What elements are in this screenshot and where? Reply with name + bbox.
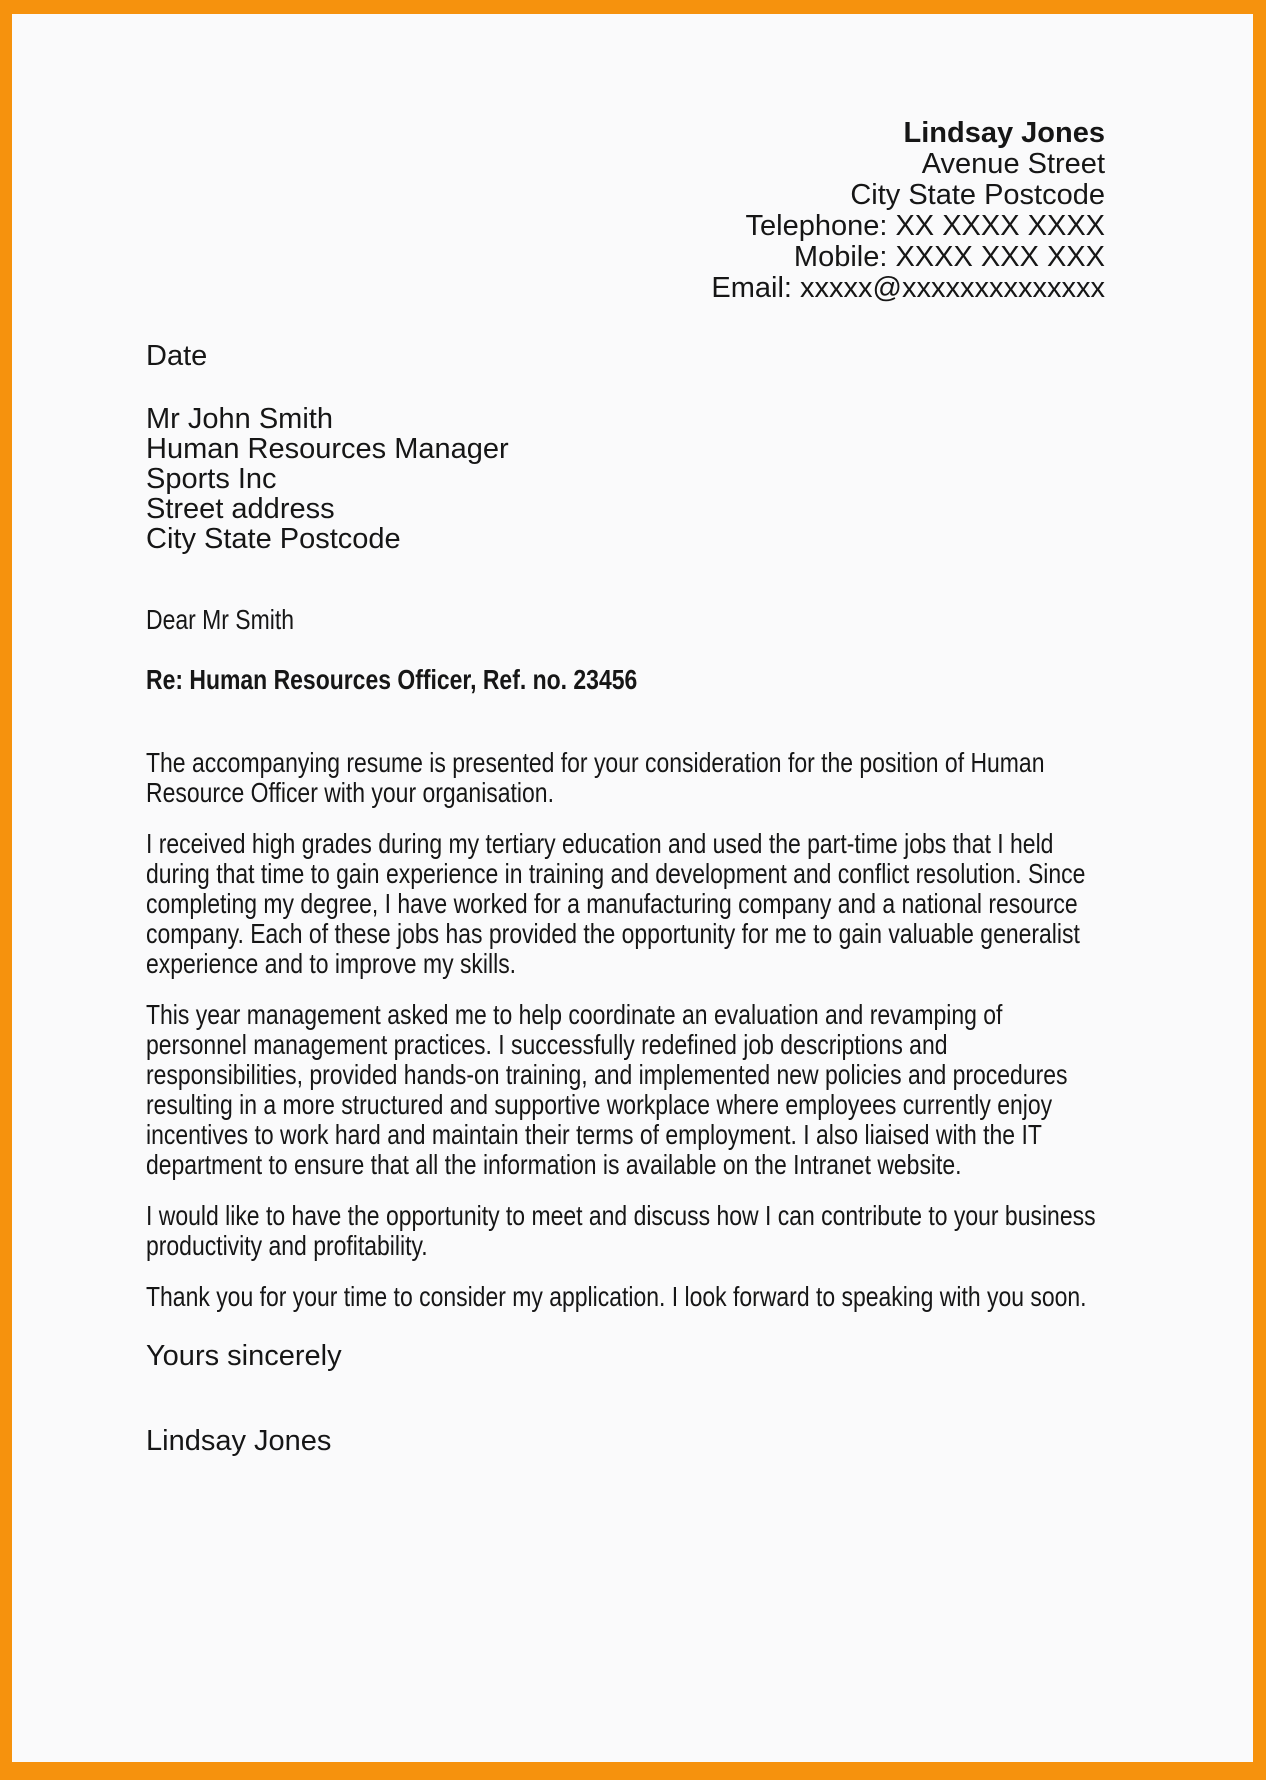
letter-body (146, 748, 1105, 1312)
sender-block (146, 118, 1105, 304)
closing-line: Yours sincerely (146, 1340, 342, 1372)
body-paragraph: I would like to have the opportunity to meet and discuss how I can contribute to your business productivity and profitability. (146, 1200, 1096, 1261)
recipient-name: Mr John Smith (146, 403, 333, 435)
body-paragraph: This year management asked me to help coordinate an evaluation and revamping of personnel management practices. I successfully redefined job descriptions and responsibilities, provided hands-on training, and implemented new policies and procedures resulting in a more structured and supportive workplace where employees currently enjoy incentives to work hard and maintain their terms of employment. I also liaised with the IT department to ensure that all the information is available on the Intranet website. (146, 999, 1068, 1180)
sender-address-line2: City State Postcode (850, 179, 1105, 211)
cover-letter-page (12, 14, 1253, 1762)
sender-name: Lindsay Jones (903, 117, 1105, 149)
recipient-block (146, 404, 1105, 554)
sender-address-line1: Avenue Street (921, 148, 1105, 180)
body-paragraph: The accompanying resume is presented for your consideration for the position of Human Resource Officer with your organisation. (146, 747, 1045, 808)
subject-line: Re: Human Resources Officer, Ref. no. 23456 (146, 664, 638, 695)
recipient-address-line1: Street address (146, 493, 335, 525)
signature-name: Lindsay Jones (146, 1425, 332, 1457)
salutation: Dear Mr Smith (146, 604, 294, 635)
recipient-company: Sports Inc (146, 463, 277, 495)
body-paragraph: Thank you for your time to consider my application. I look forward to speaking with you soon. (146, 1281, 1087, 1312)
sender-mobile: Mobile: XXXX XXX XXX (793, 241, 1105, 273)
sender-email: Email: xxxxx@xxxxxxxxxxxxxx (711, 272, 1105, 304)
recipient-title: Human Resources Manager (146, 433, 509, 465)
recipient-address-line2: City State Postcode (146, 523, 401, 555)
body-paragraph: I received high grades during my tertiary education and used the part-time jobs that I held during that time to gain experience in training and development and conflict resolution. Since completing my degree, I have worked for a manufacturing company and a national resource company. Each of these jobs has provided the opportunity for me to gain valuable generalist experience and to improve my skills. (146, 828, 1086, 979)
date-line: Date (146, 340, 208, 372)
sender-telephone: Telephone: XX XXXX XXXX (745, 210, 1105, 242)
